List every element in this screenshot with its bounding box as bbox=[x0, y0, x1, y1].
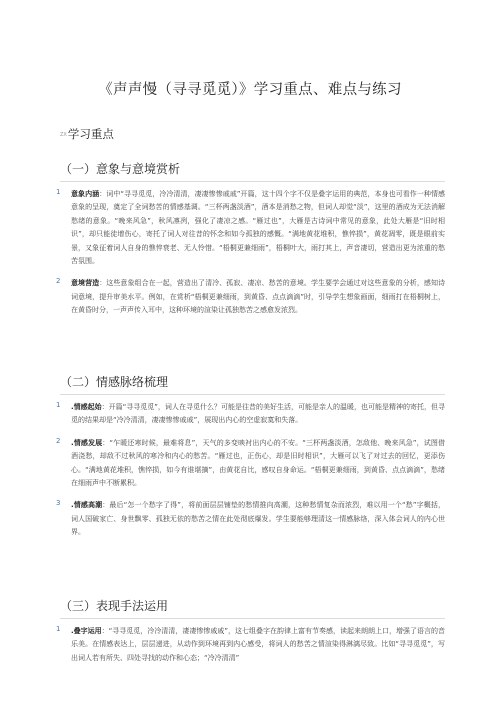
item-lead: .叠字运用 bbox=[71, 627, 102, 635]
item-lead: 意象内涵 bbox=[71, 190, 100, 198]
item-paragraph bbox=[71, 277, 445, 317]
item-paragraph bbox=[71, 437, 445, 491]
item-text: ：开篇“寻寻觅觅”，词人在寻觅什么？可能是往昔的美好生活，可能是亲人的温暖，也可能是精神的寄托，但寻觅的结果却是“冷冷清清，凄凄惨惨戚戚”，展现出内心的空虚寂寞和失落。 bbox=[71, 403, 445, 425]
item-number: 1 bbox=[56, 625, 61, 633]
list-item bbox=[56, 625, 445, 665]
item-lead: .情感发展 bbox=[71, 438, 103, 447]
item-text: ：词中“寻寻觅觅，冷冷清清，凄凄惨惨戚戚”开篇，这十四个字不仅是叠字运用的典范，本身也可看作一种情感意象的呈现，奠定了全词愁苦的情感基调。“三杯两盏淡酒”，酒本是消愁之物，但词人却觉“淡”，这里的酒成为无法消解愁绪的意象。“晚来风急”，秋风凛冽，强化了凄凉之感。“雁过也”，大雁是古诗词中常见的意象，此处大雁是“旧时相识”，却只能徒增伤心，寄托了词人对往昔的怀念和如今孤独的感慨。“满地黄花堆积，憔悴损”，黄花凋零，既是眼前实景，又象征着词人自身的憔悴衰老、无人怜惜。“梧桐更兼细雨”，梧桐叶大，雨打其上，声音凄切，营造出更为浓重的愁苦氛围。 bbox=[71, 190, 445, 266]
item-lead: .情感高潮 bbox=[71, 501, 103, 510]
list-item bbox=[56, 436, 445, 491]
subhead bbox=[60, 126, 114, 142]
item-number: 2 bbox=[56, 436, 61, 445]
item-paragraph bbox=[71, 499, 445, 539]
subhead-mark: ZX bbox=[60, 131, 67, 138]
list-item bbox=[56, 499, 445, 539]
section-title: （三）表现手法运用 bbox=[60, 597, 445, 619]
list-item bbox=[56, 188, 445, 268]
item-paragraph bbox=[71, 625, 445, 665]
list-item bbox=[56, 277, 446, 317]
section-title: （一）意象与意境赏析 bbox=[60, 160, 445, 182]
page-title: 《声声慢（寻寻觅觅）》学习重点、难点与练习 bbox=[98, 82, 402, 98]
item-lead: 意境营造 bbox=[71, 279, 100, 288]
item-number: 1 bbox=[56, 188, 61, 196]
section-title: （二）情感脉络梳理 bbox=[60, 373, 445, 395]
item-text: ：“寻寻觅觅，冷冷清清，凄凄惨惨戚戚”，这七组叠字在韵律上富有节奏感，读起来朗朗上口，增强了语言的音乐美。在情感表达上，层层递进，从动作到环境再到内心感受，将词人的愁苦之情渲染得淋漓尽致。比如“寻寻觅觅”，写出词人若有所失、四处寻找的动作和心态；“冷冷清清” bbox=[71, 627, 445, 662]
item-number: 3 bbox=[56, 499, 61, 508]
list-item bbox=[56, 401, 445, 428]
item-text: ：这些意象组合在一起，营造出了清冷、孤寂、凄凉、愁苦的意境。学生要学会通过对这些意象的分析，感知诗词意境，提升审美水平。例如，在赏析“梧桐更兼细雨，到黄昏、点点滴滴”时，引导学生想象画面，细雨打在梧桐树上，在黄昏时分，一声声传入耳中，这种环境的渲染让孤独愁苦之感愈发浓烈。 bbox=[71, 279, 446, 315]
item-paragraph bbox=[71, 401, 445, 428]
section-emotion bbox=[56, 373, 445, 549]
item-text: ：最后“怎一个愁字了得”，将前面层层铺垫的愁情推向高潮，这种愁情复杂而浓烈，难以用一个“愁”字概括，词人国破家亡、身世飘零、孤独无依的愁苦之情在此处彻底爆发。学生要能够理清这一情感脉络，深入体会词人的内心世界。 bbox=[71, 501, 445, 537]
section-imagery bbox=[56, 160, 446, 327]
section-techniques bbox=[56, 597, 445, 674]
item-number: 2 bbox=[56, 277, 61, 286]
subhead-label: 学习重点 bbox=[67, 127, 114, 141]
item-lead: .情感起始 bbox=[71, 403, 102, 411]
item-text: ：“乍暖还寒时候，最难将息”，天气的多变映衬出内心的不安。“三杯两盏淡酒，怎敌他、晚来风急”，试图借酒浇愁，却敌不过秋风的寒冷和内心的愁苦。“雁过也，正伤心，却是旧时相识”，大雁可以飞了对过去的回忆，更添伤心。“满地黄花堆积，憔悴损，如今有谁堪摘”，由黄花自比，感叹自身命运。“梧桐更兼细雨，到黄昏、点点滴滴”，愁绪在细雨声中不断累积。 bbox=[71, 438, 445, 488]
item-number: 1 bbox=[56, 401, 61, 409]
item-paragraph bbox=[71, 188, 445, 268]
